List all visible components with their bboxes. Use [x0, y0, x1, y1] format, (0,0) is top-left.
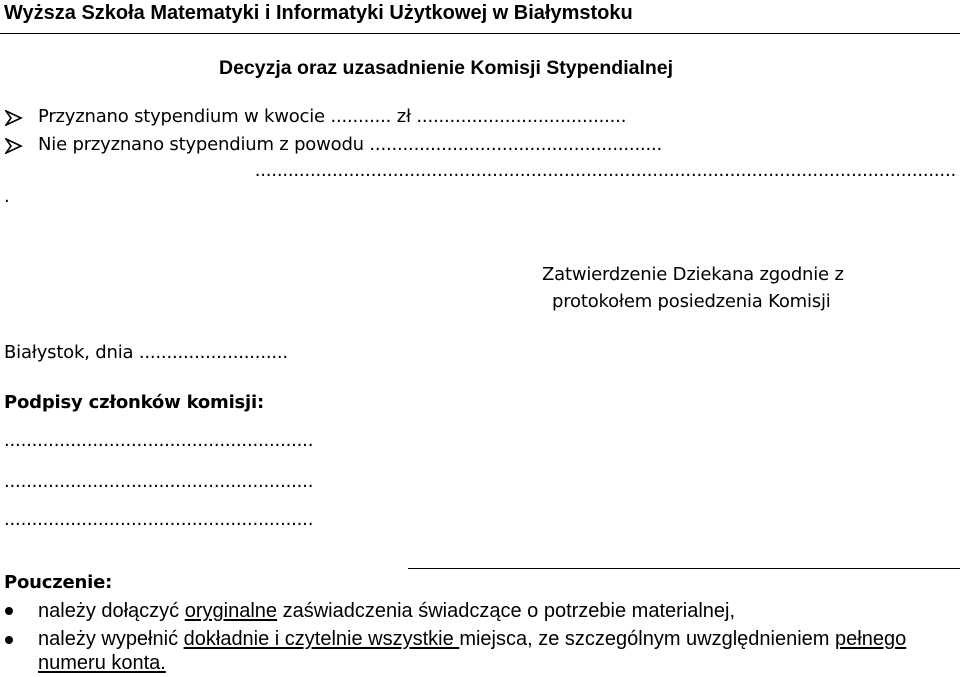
arrow-bullet-icon	[5, 110, 23, 126]
signature-line: ........................................................	[4, 509, 314, 530]
decision-item-denied: Nie przyznano stypendium z powodu .....................................................	[38, 134, 663, 155]
instruction-item-2-text-mid: miejsca, ze szczególnym uwzględnieniem	[459, 628, 836, 650]
signatures-heading: Podpisy członków komisji:	[4, 392, 264, 413]
approval-line-1: Zatwierdzenie Dziekana zgodnie z	[542, 264, 844, 285]
decision-continuation-dot: .	[4, 186, 10, 207]
approval-line-2: protokołem posiedzenia Komisji	[552, 291, 831, 312]
decision-item-granted: Przyznano stypendium w kwocie ........... zł ......................................	[38, 106, 627, 127]
bullet-dot-icon	[5, 607, 13, 615]
instruction-item-1	[38, 600, 735, 623]
instruction-item-1-underlined: oryginalne	[184, 600, 278, 622]
decision-title: Decyzja oraz uzasadnienie Komisji Stypendialnej	[219, 57, 674, 79]
header-rule	[0, 33, 960, 34]
bullet-dot-icon	[5, 636, 13, 644]
signature-line: ........................................................	[4, 471, 314, 492]
instruction-item-2-text: należy wypełnić	[38, 628, 184, 650]
instruction-item-1-text: należy dołączyć	[38, 600, 185, 622]
instruction-item-2-underlined: dokładnie i czytelnie wszystkie	[183, 628, 460, 650]
school-name: Wyższa Szkoła Matematyki i Informatyki Użytkowej w Białymstoku	[4, 2, 633, 24]
instruction-item-2	[38, 628, 906, 651]
arrow-bullet-icon	[5, 138, 23, 154]
instruction-item-1-text-end: zaświadczenia świadczące o potrzebie materialnej,	[277, 600, 736, 622]
instruction-item-2-account: numeru konta.	[38, 652, 166, 674]
instruction-rule	[408, 568, 960, 569]
instruction-item-2-underlined-end: pełnego	[835, 628, 907, 650]
instruction-heading: Pouczenie:	[4, 572, 113, 593]
decision-continuation-line: ...............................................................................................................................	[254, 160, 956, 181]
signature-line: ........................................................	[4, 430, 314, 451]
instruction-item-2-line-2	[38, 652, 166, 675]
place-date: Białystok, dnia ...........................	[4, 342, 288, 363]
